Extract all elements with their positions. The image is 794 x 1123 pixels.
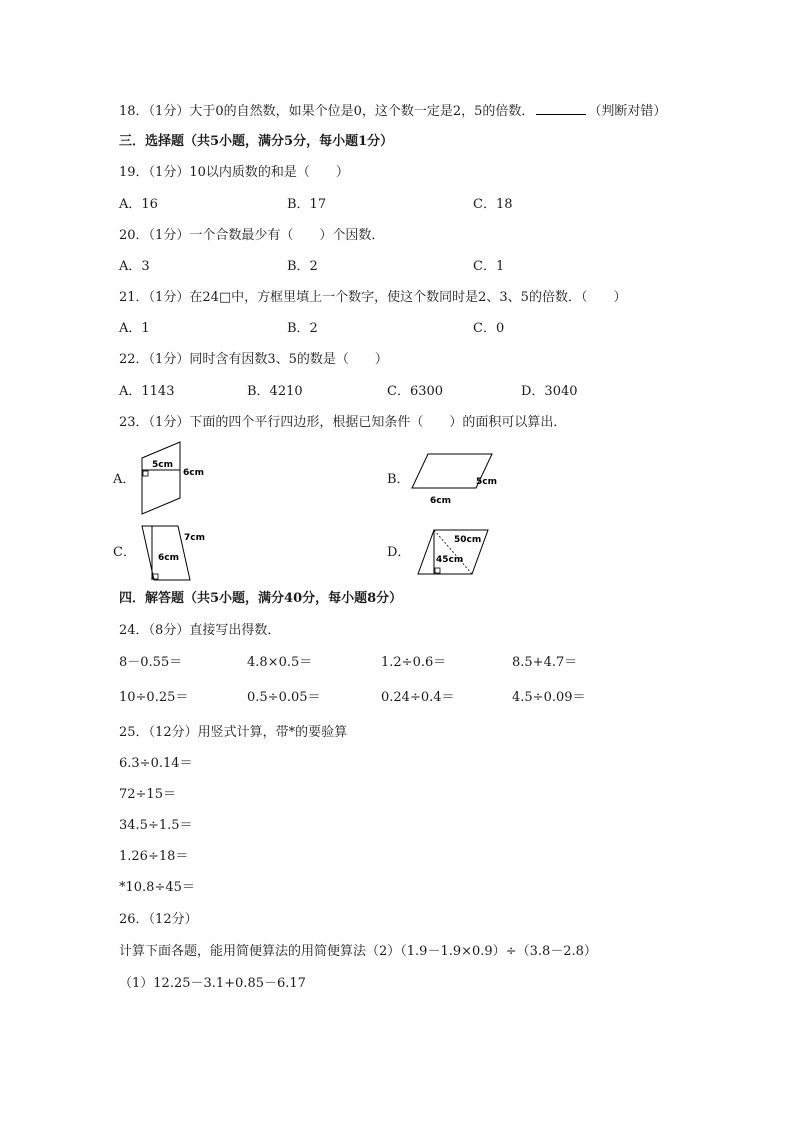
option-22-c[interactable]: C．6300 bbox=[387, 384, 444, 399]
fig-d-diag-label: 50cm bbox=[454, 535, 482, 545]
option-23-b[interactable]: B． bbox=[387, 472, 410, 487]
fig-b-side-label: 5cm bbox=[476, 477, 497, 487]
calc-item: 6.3÷0.14＝ bbox=[119, 756, 193, 771]
option-19-a[interactable]: A．16 bbox=[119, 197, 158, 212]
question-26-part-1: （1）12.25－3.1+0.85－6.17 bbox=[119, 976, 306, 991]
option-21-a[interactable]: A．1 bbox=[119, 321, 150, 336]
calc-item: 4.5÷0.09＝ bbox=[512, 690, 586, 705]
option-22-b[interactable]: B．4210 bbox=[247, 384, 303, 399]
fig-a-top-label: 5cm bbox=[152, 460, 173, 470]
question-23: 23．（1分）下面的四个平行四边形，根据已知条件（ ）的面积可以算出． bbox=[119, 415, 567, 430]
question-22: 22．（1分）同时含有因数3、5的数是（ ） bbox=[119, 352, 388, 367]
calc-item: 34.5÷1.5＝ bbox=[119, 818, 193, 833]
answer-blank[interactable] bbox=[536, 102, 586, 115]
question-18-suffix: （判断对错） bbox=[588, 104, 667, 119]
question-18-text: 18．（1分）大于0的自然数，如果个位是0，这个数一定是2，5的倍数． bbox=[119, 104, 535, 119]
section-4-title: 四．解答题（共5小题，满分40分，每小题8分） bbox=[119, 591, 403, 606]
calc-item: 1.2÷0.6＝ bbox=[381, 655, 447, 670]
section-3-title: 三．选择题（共5小题，满分5分，每小题1分） bbox=[119, 134, 394, 149]
option-23-a[interactable]: A． bbox=[113, 472, 136, 487]
option-20-b[interactable]: B．2 bbox=[287, 259, 318, 274]
question-26: 26．（12分） bbox=[119, 912, 198, 927]
option-20-a[interactable]: A．3 bbox=[119, 259, 150, 274]
fig-a-side-label: 6cm bbox=[183, 468, 204, 478]
calc-item: 10÷0.25＝ bbox=[119, 690, 189, 705]
calc-item: 8－0.55＝ bbox=[119, 655, 183, 670]
calc-item: 1.26÷18＝ bbox=[119, 849, 189, 864]
fig-c-height-label: 6cm bbox=[158, 553, 179, 563]
calc-item: 72÷15＝ bbox=[119, 787, 176, 802]
option-21-c[interactable]: C．0 bbox=[473, 321, 505, 336]
parallelogram-b-figure bbox=[410, 448, 510, 508]
parallelogram-a-figure bbox=[138, 440, 218, 516]
calc-item: 0.24÷0.4＝ bbox=[381, 690, 455, 705]
option-20-c[interactable]: C．1 bbox=[473, 259, 505, 274]
calc-item: 4.8×0.5＝ bbox=[247, 655, 313, 670]
fig-b-bottom-label: 6cm bbox=[430, 496, 451, 506]
question-24: 24．（8分）直接写出得数． bbox=[119, 623, 281, 638]
question-25: 25．（12分）用竖式计算，带*的要验算 bbox=[119, 725, 348, 740]
question-26-instruction: 计算下面各题，能用简便算法的用简便算法（2）（1.9－1.9×0.9）÷（3.8－2.8） bbox=[119, 944, 597, 959]
option-22-d[interactable]: D．3040 bbox=[521, 384, 578, 399]
parallelogram-c-figure bbox=[138, 522, 218, 586]
option-19-b[interactable]: B．17 bbox=[287, 197, 327, 212]
calc-item: 0.5÷0.05＝ bbox=[247, 690, 321, 705]
parallelogram-d-figure bbox=[410, 522, 500, 580]
fig-d-height-label: 45cm bbox=[436, 555, 464, 565]
option-23-d[interactable]: D． bbox=[387, 545, 411, 560]
question-18 bbox=[119, 102, 666, 121]
question-21: 21．（1分）在24□中，方框里填上一个数字，使这个数同时是2、3、5的倍数．（ ） bbox=[119, 290, 627, 305]
question-20: 20．（1分）一个合数最少有（ ）个因数． bbox=[119, 228, 385, 243]
option-22-a[interactable]: A．1143 bbox=[119, 384, 175, 399]
option-19-c[interactable]: C．18 bbox=[473, 197, 513, 212]
fig-c-side-label: 7cm bbox=[184, 533, 205, 543]
option-21-b[interactable]: B．2 bbox=[287, 321, 318, 336]
calc-item: *10.8÷45＝ bbox=[119, 880, 195, 895]
calc-item: 8.5+4.7＝ bbox=[512, 655, 578, 670]
option-23-c[interactable]: C． bbox=[113, 545, 136, 560]
question-19: 19．（1分）10以内质数的和是（ ） bbox=[119, 165, 349, 180]
